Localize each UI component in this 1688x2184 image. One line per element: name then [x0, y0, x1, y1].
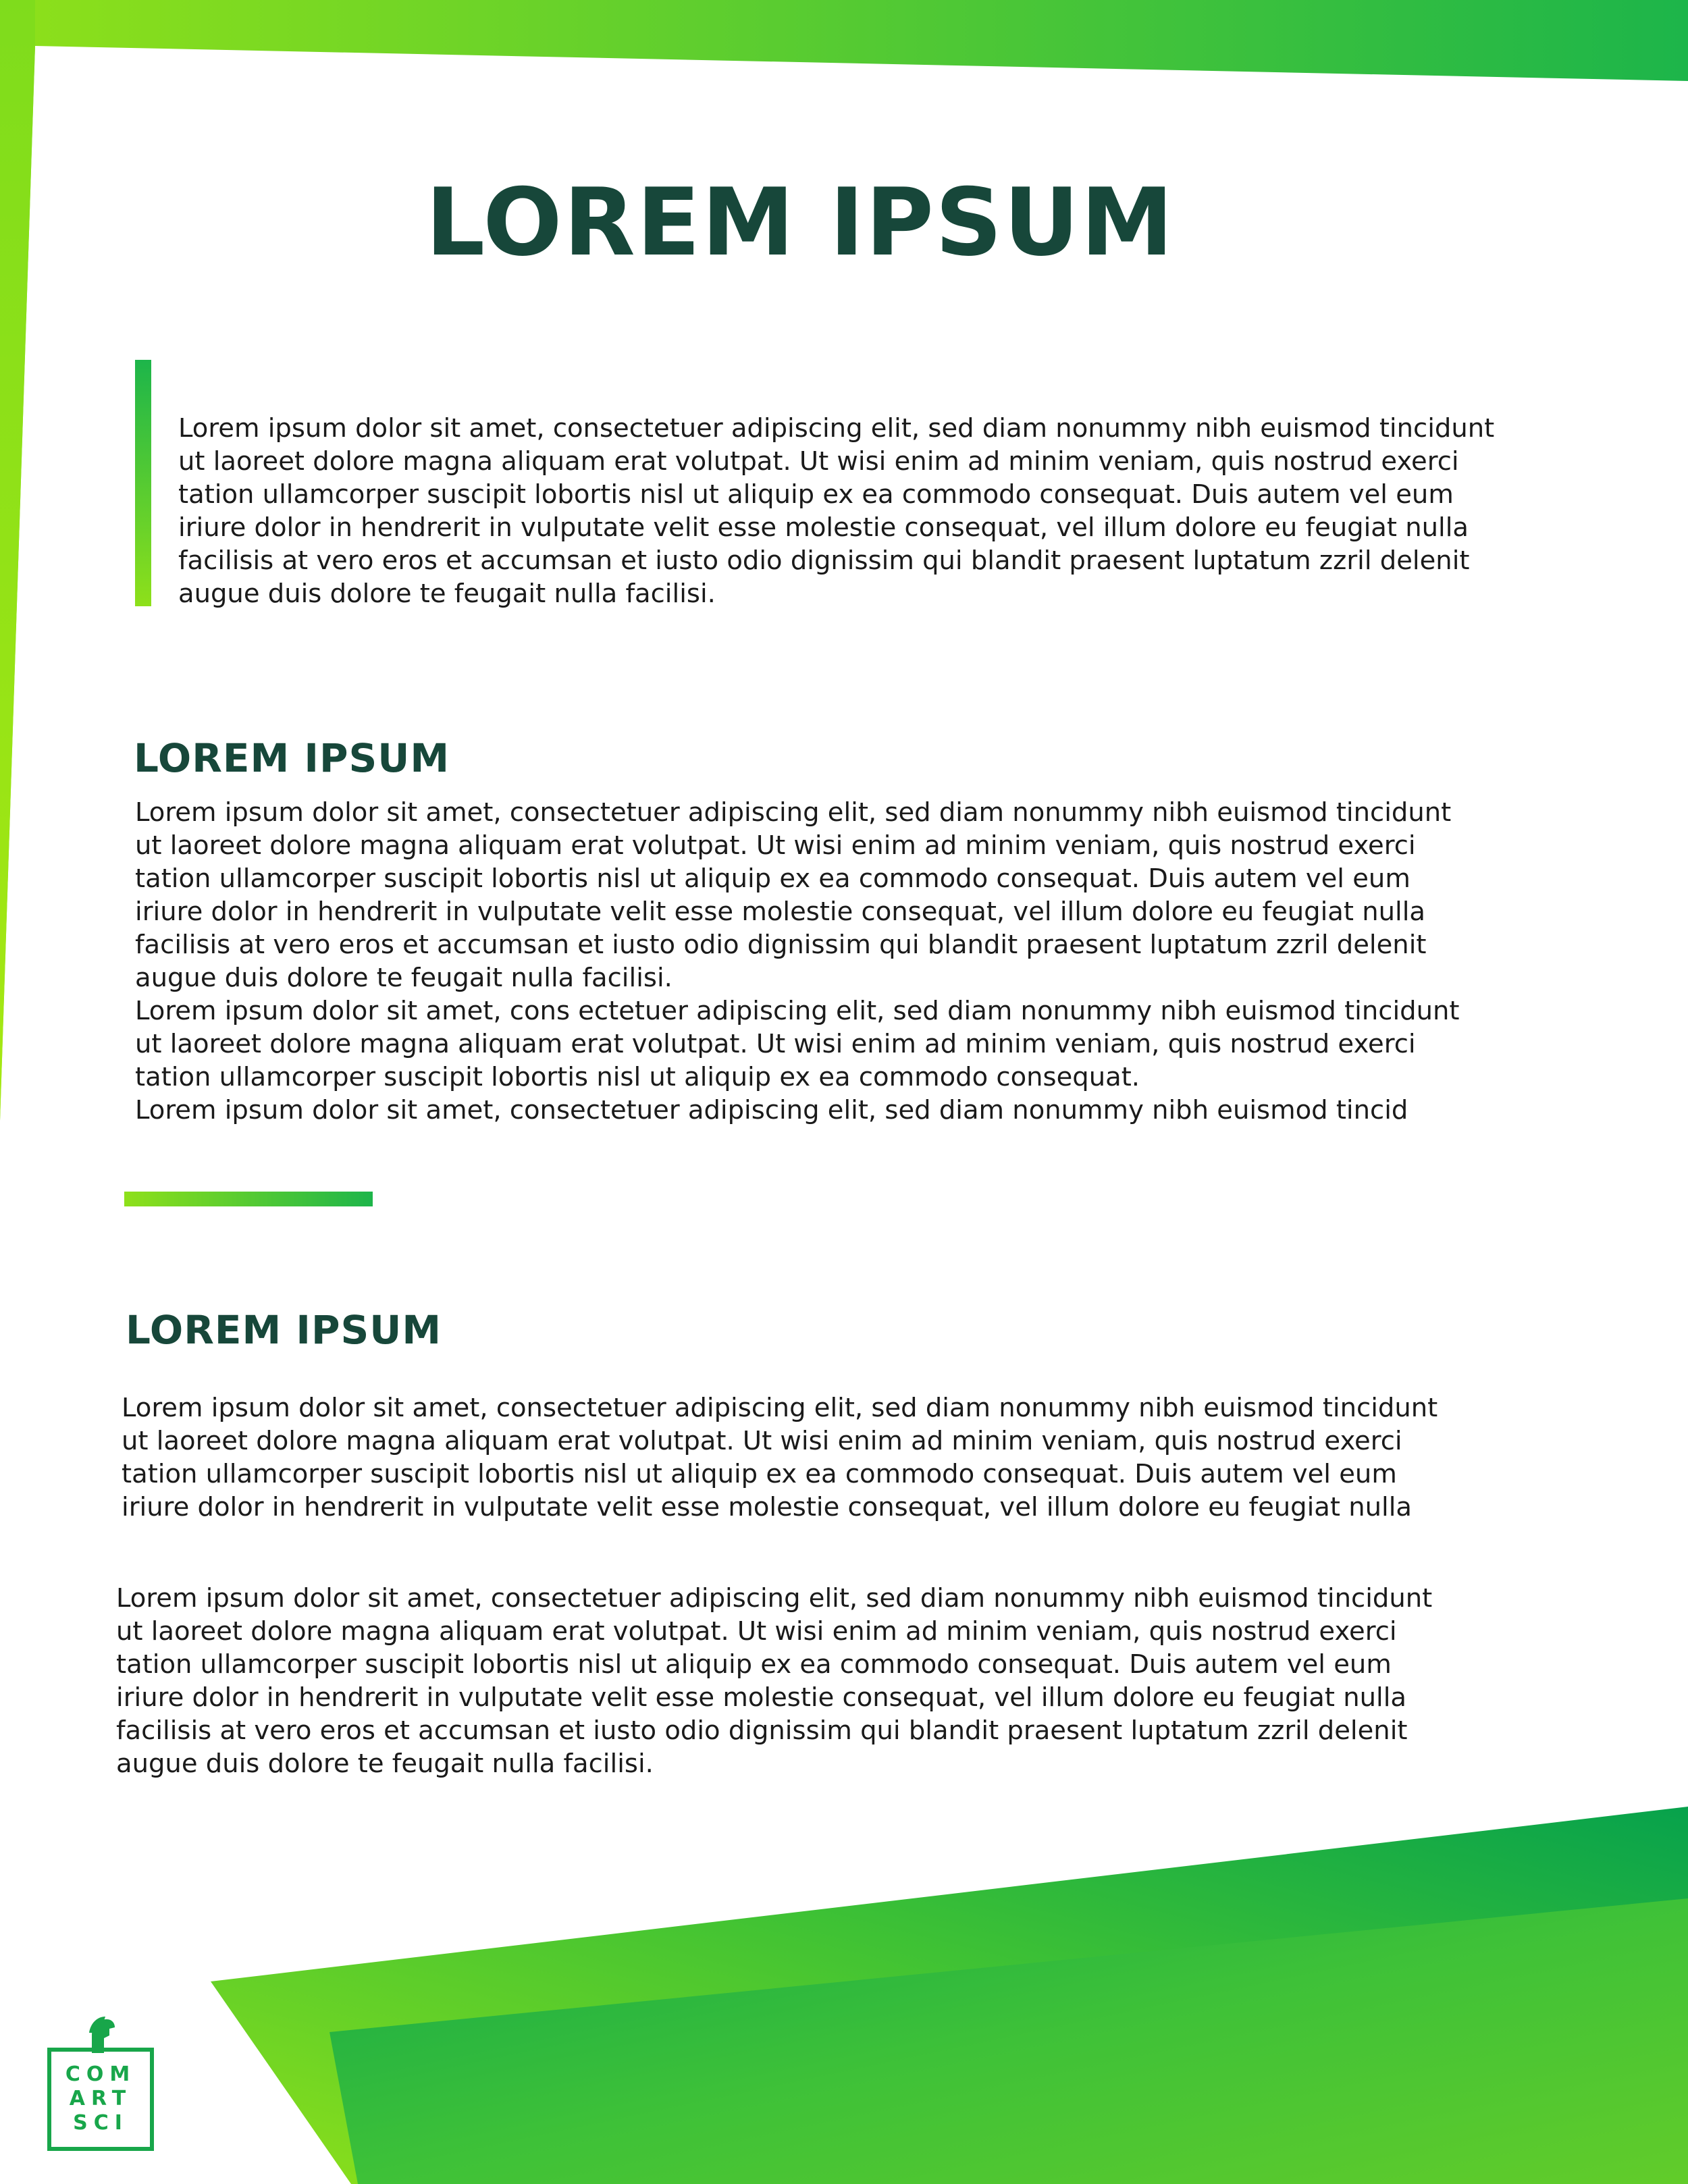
text-line: ut laoreet dolore magna aliquam erat volutpat. Ut wisi enim ad minim veniam, quis nostrud exerci: [135, 830, 1416, 861]
section2-heading: LOREM IPSUM: [126, 1307, 442, 1353]
text-line: Lorem ipsum dolor sit amet, cons ectetuer adipiscing elit, sed diam nonummy nibh euismod tincidunt: [135, 996, 1460, 1026]
section2-paragraph-1: [122, 1391, 1438, 1524]
text-line: ut laoreet dolore magna aliquam erat volutpat. Ut wisi enim ad minim veniam, quis nostrud exerci: [116, 1616, 1397, 1647]
section1-heading: LOREM IPSUM: [134, 735, 450, 781]
text-line: ut laoreet dolore magna aliquam erat volutpat. Ut wisi enim ad minim veniam, quis nostrud exerci: [122, 1426, 1402, 1456]
text-line: tation ullamcorper suscipit lobortis nisl ut aliquip ex ea commodo consequat. Duis autem vel eum: [116, 1649, 1392, 1680]
text-line: augue duis dolore te feugait nulla facilisi.: [116, 1749, 654, 1779]
text-line: augue duis dolore te feugait nulla facilisi.: [178, 579, 716, 609]
logo-row: COM: [65, 2062, 136, 2086]
text-line: Lorem ipsum dolor sit amet, consectetuer adipiscing elit, sed diam nonummy nibh euismod tincidunt: [178, 413, 1495, 444]
logo-wordmark: [51, 2062, 150, 2135]
text-line: ut laoreet dolore magna aliquam erat volutpat. Ut wisi enim ad minim veniam, quis nostrud exerci: [135, 1029, 1416, 1059]
logo-row: SCI: [73, 2111, 128, 2135]
text-line: tation ullamcorper suscipit lobortis nisl ut aliquip ex ea commodo consequat. Duis autem vel eum: [178, 479, 1454, 510]
text-line: Lorem ipsum dolor sit amet, consectetuer adipiscing elit, sed diam nonummy nibh euismod tincidunt: [122, 1393, 1438, 1423]
section-divider: [124, 1192, 373, 1206]
section2-paragraph-2: [116, 1582, 1432, 1780]
text-line: Lorem ipsum dolor sit amet, consectetuer adipiscing elit, sed diam nonummy nibh euismod tincidunt: [135, 797, 1452, 828]
text-line: facilisis at vero eros et accumsan et iusto odio dignissim qui blandit praesent luptatum zzril delenit: [178, 545, 1470, 576]
text-line: tation ullamcorper suscipit lobortis nisl ut aliquip ex ea commodo consequat. Duis autem vel eum: [135, 863, 1410, 894]
text-line: iriure dolor in hendrerit in vulputate velit esse molestie consequat, vel illum dolore eu feugiat nulla: [135, 897, 1426, 927]
intro-accent-bar: [135, 360, 151, 606]
text-line: iriure dolor in hendrerit in vulputate velit esse molestie consequat, vel illum dolore eu feugiat nulla: [116, 1682, 1407, 1713]
text-line: iriure dolor in hendrerit in vulputate velit esse molestie consequat, vel illum dolore eu feugiat nulla: [178, 512, 1469, 543]
text-line: facilisis at vero eros et accumsan et iusto odio dignissim qui blandit praesent luptatum zzril delenit: [116, 1715, 1408, 1746]
text-line: iriure dolor in hendrerit in vulputate velit esse molestie consequat, vel illum dolore eu feugiat nulla: [122, 1492, 1413, 1522]
text-line: Lorem ipsum dolor sit amet, consectetuer adipiscing elit, sed diam nonummy nibh euismod tincidunt: [116, 1583, 1433, 1614]
text-line: augue duis dolore te feugait nulla facilisi.: [135, 963, 672, 993]
text-line: ut laoreet dolore magna aliquam erat volutpat. Ut wisi enim ad minim veniam, quis nostrud exerci: [178, 446, 1459, 477]
text-line: Lorem ipsum dolor sit amet, consectetuer adipiscing elit, sed diam nonummy nibh euismod tincid: [135, 1095, 1408, 1125]
text-line: tation ullamcorper suscipit lobortis nisl ut aliquip ex ea commodo consequat. Duis autem vel eum: [122, 1459, 1397, 1489]
comartsci-logo: [47, 2015, 154, 2147]
text-line: tation ullamcorper suscipit lobortis nisl ut aliquip ex ea commodo consequat.: [135, 1062, 1140, 1092]
intro-paragraph: [178, 412, 1494, 610]
text-line: facilisis at vero eros et accumsan et iusto odio dignissim qui blandit praesent luptatum zzril delenit: [135, 930, 1427, 960]
left-edge-band: [0, 0, 35, 1121]
page-title: LOREM IPSUM: [425, 168, 1175, 277]
section1-paragraph: [135, 796, 1459, 1127]
logo-row: ART: [69, 2087, 132, 2110]
